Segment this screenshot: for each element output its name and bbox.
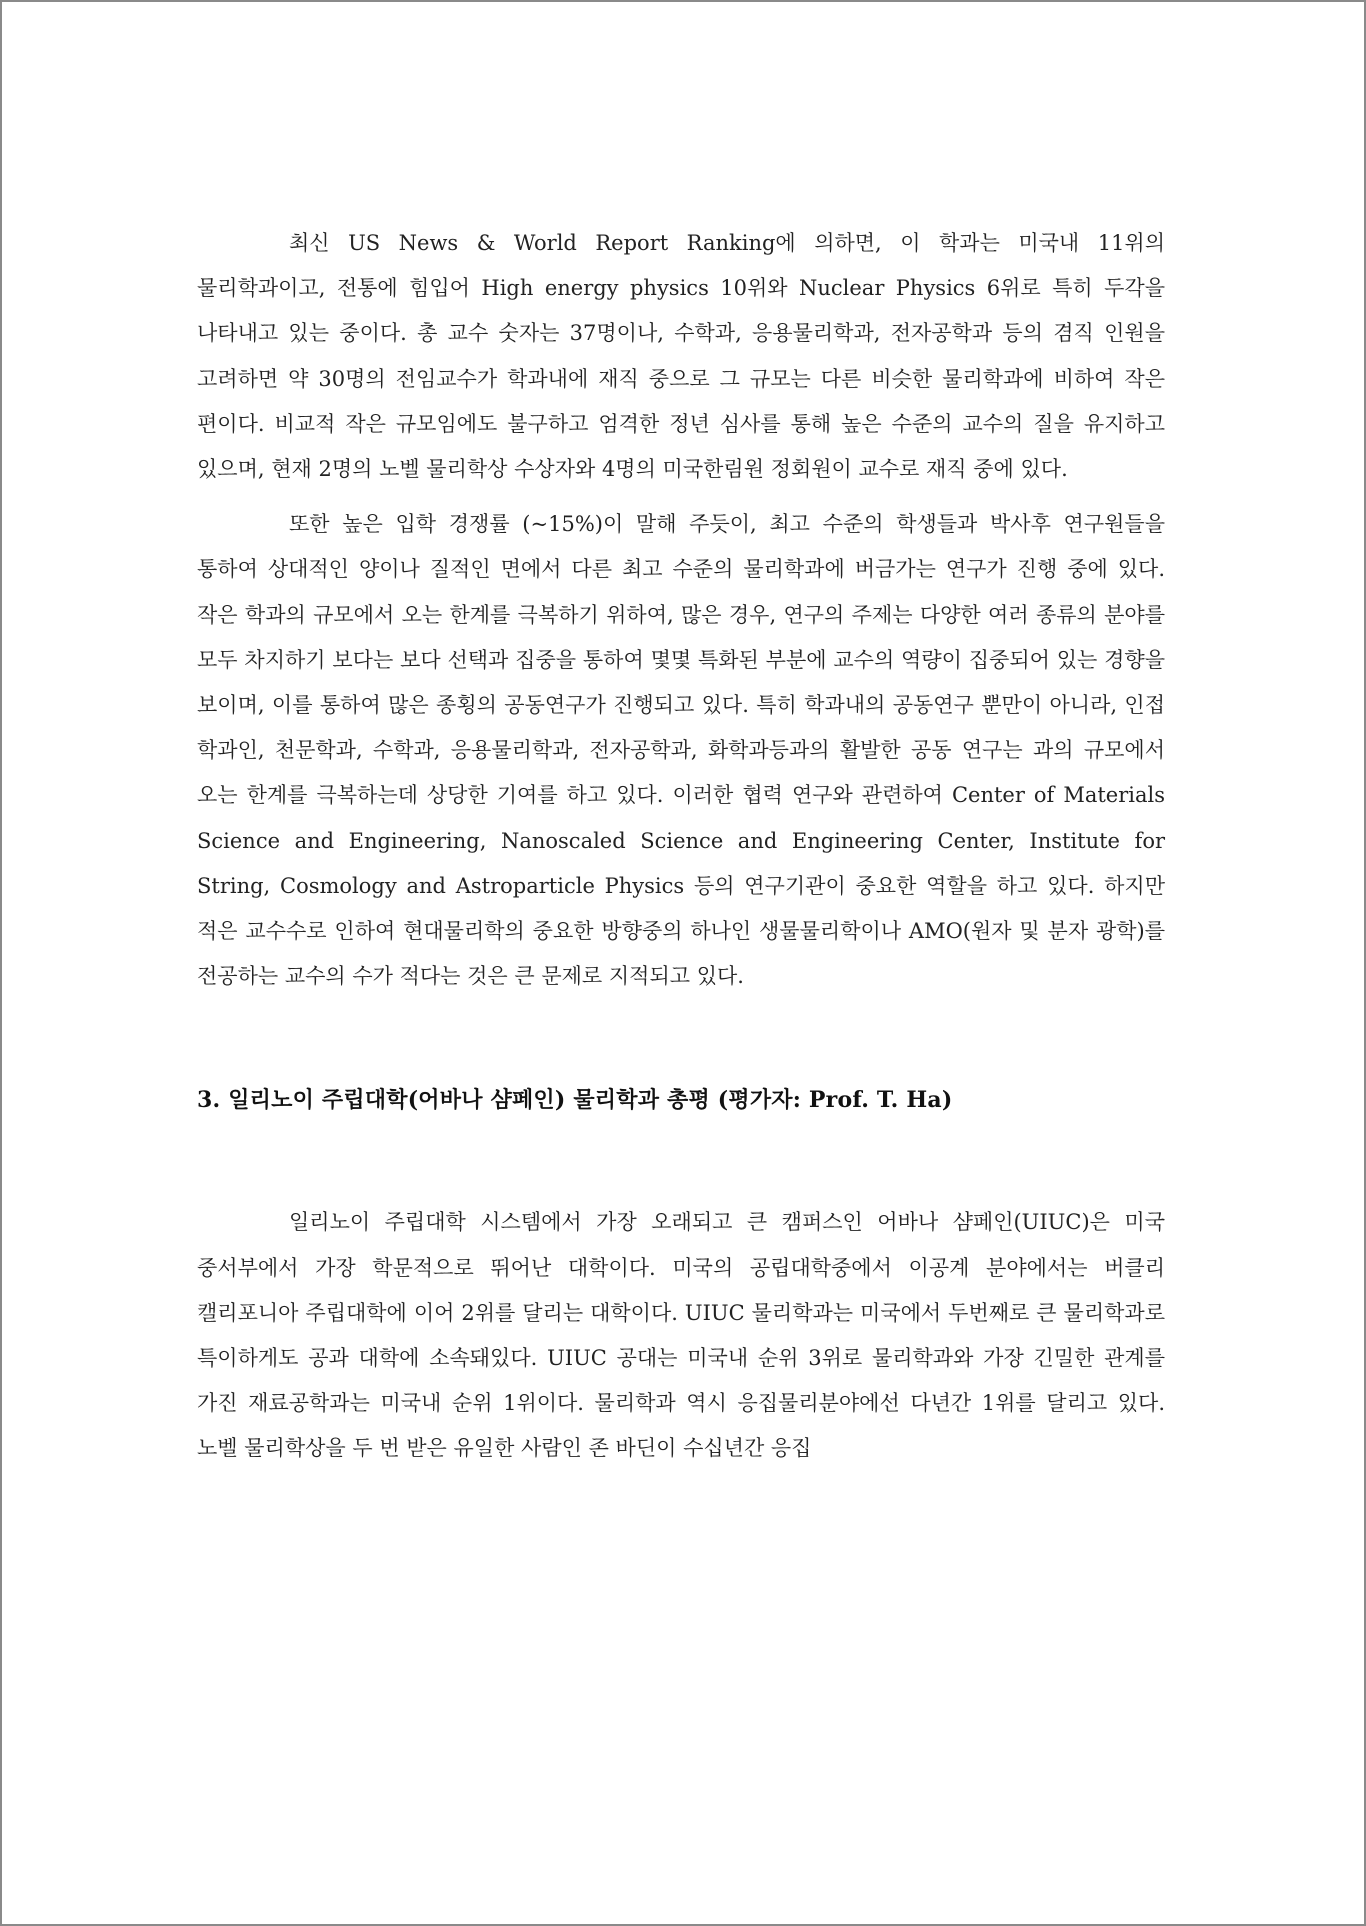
paragraph-ranking: 최신 US News & World Report Ranking에 의하면, 이 학과는 미국내 11위의 물리학과이고, 전통에 힘입어 High energy physics 10위와 Nuclear Physics 6위로 특히 두각을 나타내고 있는 중이다. 총 교수 숫자는 37명이나, 수학과, 응용물리학과, 전자공학과 등의 겸직 인원을 고려하면 약 30명의 전임교수가 학과내에 재직 중으로 그 규모는 다른 비슷한 물리학과에 비하여 작은 편이다. 비교적 작은 규모임에도 불구하고 엄격한 정년 심사를 통해 높은 수준의 교수의 질을 유지하고 있으며, 현재 2명의 노벨 물리학상 수상자와 4명의 미국한림원 정회원이 교수로 재직 중에 있다. [197,231,1165,482]
paragraph-uiuc: 일리노이 주립대학 시스템에서 가장 오래되고 큰 캠퍼스인 어바나 샴페인(UIUC)은 미국 중서부에서 가장 학문적으로 뛰어난 대학이다. 미국의 공립대학중에서 이공계 분야에서는 버클리 캘리포니아 주립대학에 이어 2위를 달리는 대학이다. UIUC 물리학과는 미국에서 두번째로 큰 물리학과로 특이하게도 공과 대학에 소속돼있다. UIUC 공대는 미국내 순위 3위로 물리학과와 가장 긴밀한 관계를 가진 재료공학과는 미국내 순위 1위이다. 물리학과 역시 응집물리분야에선 다년간 1위를 달리고 있다. 노벨 물리학상을 두 번 받은 유일한 사람인 존 바딘이 수십년간 응집 [197,1210,1165,1461]
paragraph-research: 또한 높은 입학 경쟁률 (~15%)이 말해 주듯이, 최고 수준의 학생들과 박사후 연구원들을 통하여 상대적인 양이나 질적인 면에서 다른 최고 수준의 물리학과에 버금가는 연구가 진행 중에 있다. 작은 학과의 규모에서 오는 한계를 극복하기 위하여, 많은 경우, 연구의 주제는 다양한 여러 종류의 분야를 모두 차지하기 보다는 보다 선택과 집중을 통하여 몇몇 특화된 부분에 교수의 역량이 집중되어 있는 경향을 보이며, 이를 통하여 많은 종횡의 공동연구가 진행되고 있다. 특히 학과내의 공동연구 뿐만이 아니라, 인접 학과인, 천문학과, 수학과, 응용물리학과, 전자공학과, 화학과등과의 활발한 공동 연구는 과의 규모에서 오는 한계를 극복하는데 상당한 기여를 하고 있다. 이러한 협력 연구와 관련하여 Center of Materials Science and Engineering, Nanoscaled Science and Engineering Center, Institute for String, Cosmology and Astroparticle Physics 등의 연구기관이 중요한 역할을 하고 있다. 하지만 적은 교수수로 인하여 현대물리학의 중요한 방향중의 하나인 생물물리학이나 AMO(원자 및 분자 광학)를 전공하는 교수의 수가 적다는 것은 큰 문제로 지적되고 있다. [197,512,1165,989]
section-heading: 3. 일리노이 주립대학(어바나 샴페인) 물리학과 총평 (평가자: Prof. T. Ha) [197,1087,953,1114]
document-body [197,221,1165,1472]
